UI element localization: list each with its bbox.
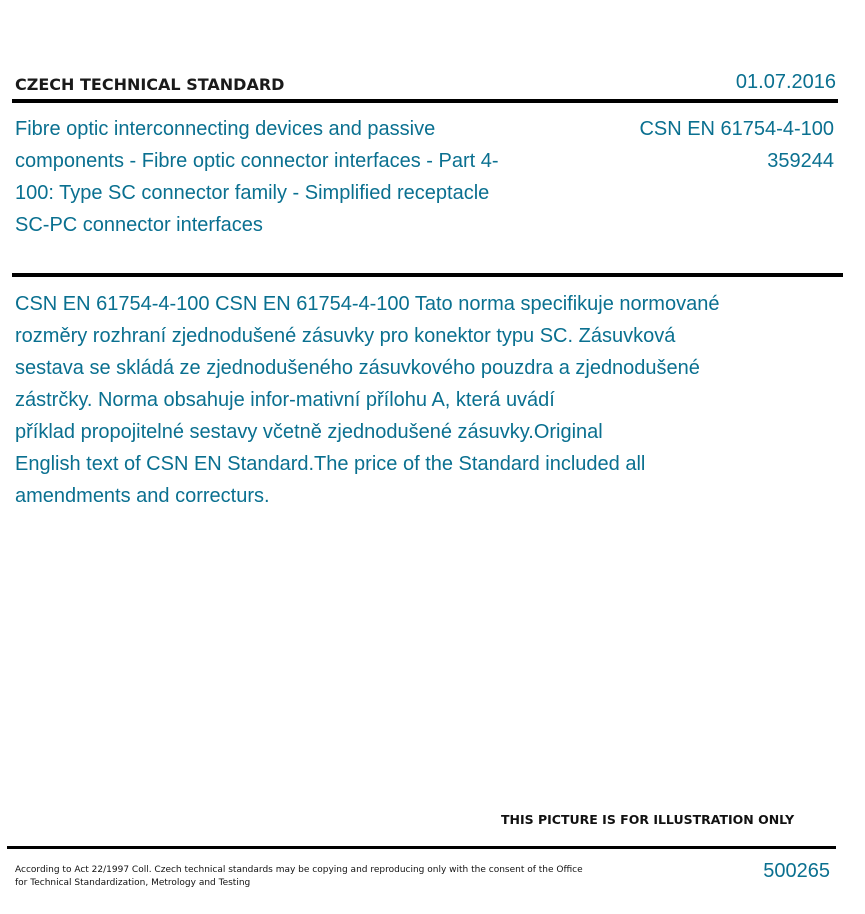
legal-notice — [15, 864, 615, 890]
legal-notice-line-1: According to Act 22/1997 Coll. Czech technical standards may be copying and reproducing only with the consent of the Office — [15, 865, 583, 875]
standard-title: Fibre optic interconnecting devices and passive components - Fibre optic connector interfaces - Part 4-100: Type SC connector family - Simplified receptacle SC-PC connector interfaces — [15, 118, 499, 236]
standard-code: CSN EN 61754-4-100 — [639, 118, 834, 140]
legal-notice-line-2: for Technical Standardization, Metrology and Testing — [15, 878, 251, 888]
document-number: 500265 — [763, 860, 830, 882]
abstract-text: CSN EN 61754-4-100 CSN EN 61754-4-100 Tato norma specifikuje normované rozměry rozhraní zjednodušené zásuvky pro konektor typu SC. Zásuvková sestava se skládá ze zjednodušeného zásuvkového pouzdra a zjednodušené zástrčky. Norma obsahuje infor-mativní přílohu A, která uvádí příklad propojitelné sestavy včetně zjednodušené zásuvky.Original English text of CSN EN Standard.The price of the Standard included all amendments and correcturs. — [15, 293, 720, 507]
class-number: 359244 — [767, 150, 834, 172]
illustration-note: THIS PICTURE IS FOR ILLUSTRATION ONLY — [501, 812, 795, 827]
standard-codes — [639, 113, 834, 177]
publication-date: 01.07.2016 — [735, 71, 836, 93]
middle-divider — [12, 273, 843, 277]
top-divider — [12, 99, 838, 103]
document-type-label: CZECH TECHNICAL STANDARD — [15, 75, 285, 94]
bottom-divider — [7, 846, 836, 849]
